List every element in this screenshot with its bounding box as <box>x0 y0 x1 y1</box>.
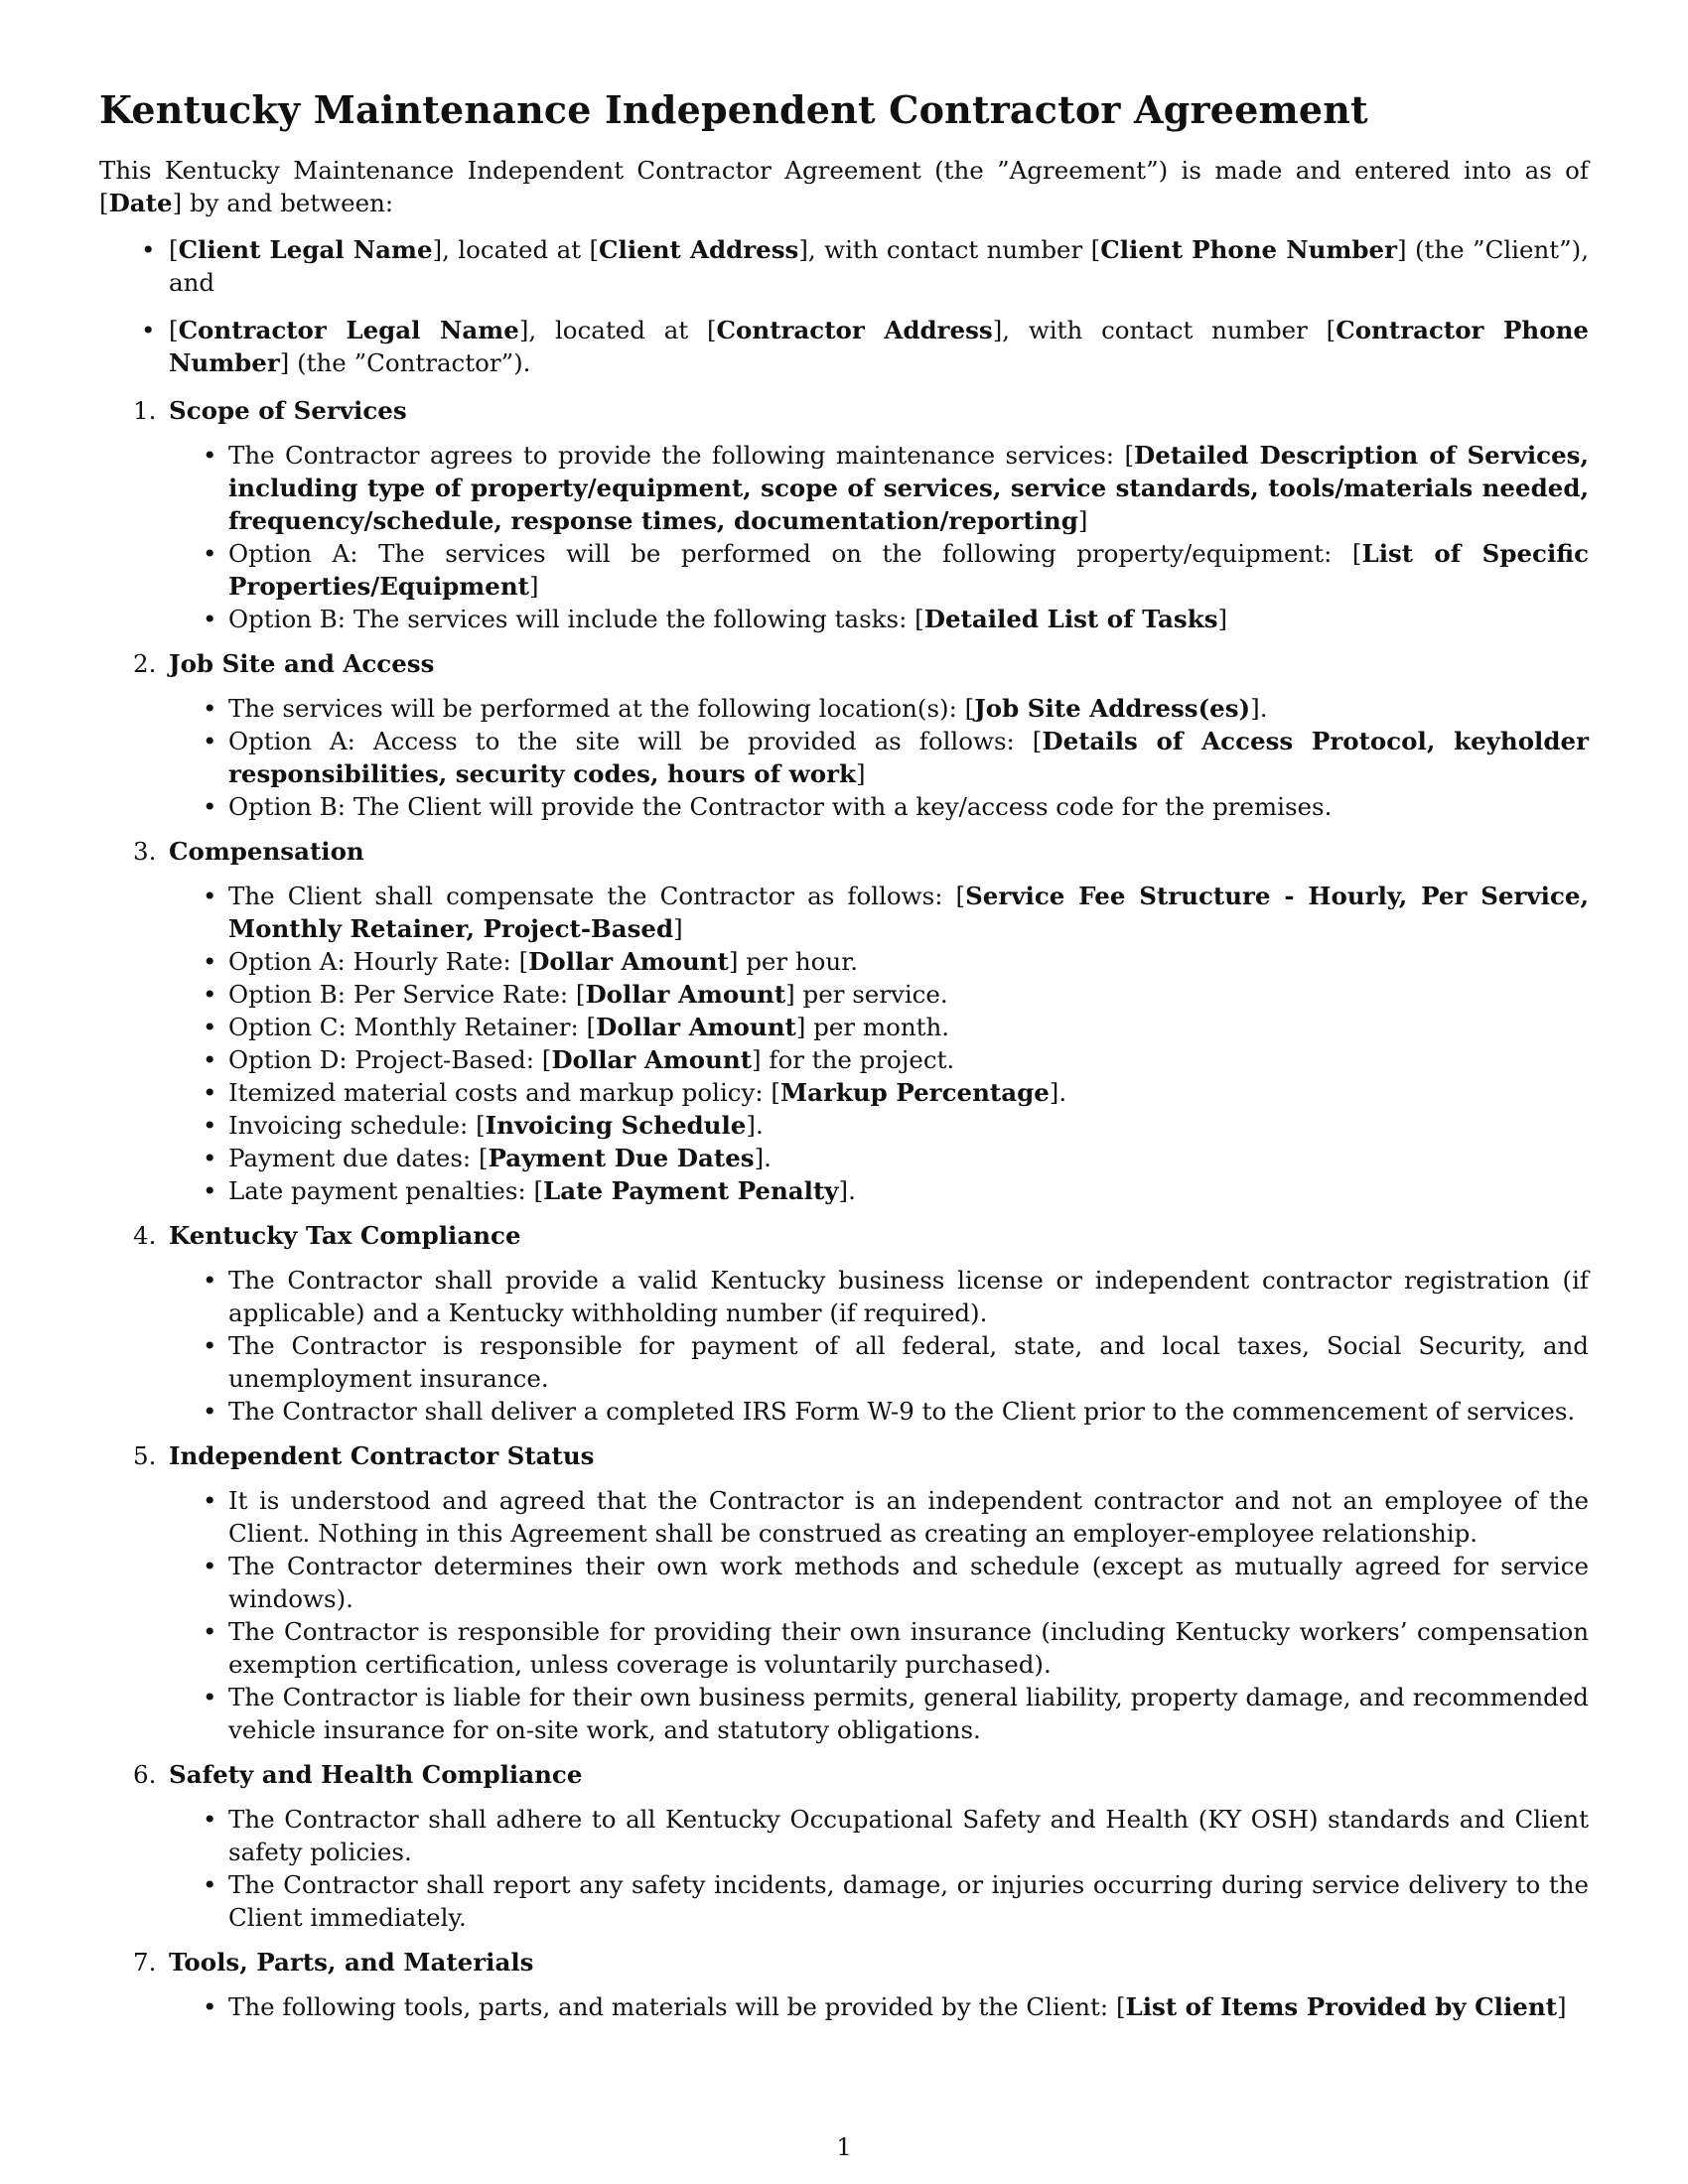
list-item <box>99 1076 1589 1109</box>
placeholder-field: Dollar Amount <box>551 1045 753 1074</box>
list-item <box>99 790 1589 823</box>
placeholder-field: List of Items Provided by Client <box>1125 1992 1558 2021</box>
text-run: Option A: Access to the site will be provided as follows: [ <box>228 727 1043 755</box>
section-number: 4. <box>133 1221 157 1250</box>
text-run: ], with contact number [ <box>798 235 1101 264</box>
section-3 <box>99 835 1589 1207</box>
section-number: 5. <box>133 1441 157 1470</box>
placeholder-field: Detailed Description of Services, including type of property/equipment, scope of services, service standards, tools/materials needed, frequency/schedule, response times, documentation/reporting <box>228 441 1589 535</box>
text-run: ]. <box>1049 1078 1067 1107</box>
list-item <box>99 1681 1589 1746</box>
text-run: ] per month. <box>795 1013 950 1041</box>
list-item <box>99 1990 1589 2023</box>
text-run: Option A: The services will be performed on the following property/equipment: [ <box>228 539 1362 568</box>
list-item <box>99 725 1589 790</box>
document-title: Kentucky Maintenance Independent Contractor Agreement <box>99 87 1368 132</box>
text-run: ] <box>1077 506 1088 535</box>
list-item <box>99 945 1589 978</box>
text-run: Option B: Per Service Rate: [ <box>228 980 586 1009</box>
text-run: ]. <box>746 1111 764 1140</box>
section-title: Kentucky Tax Compliance <box>169 1221 521 1250</box>
section-items <box>99 1803 1589 1934</box>
placeholder-field: List of Specific Properties/Equipment <box>228 539 1590 601</box>
text-run: [ <box>169 235 179 264</box>
page-number: 1 <box>836 2132 852 2161</box>
text-run: The Contractor shall deliver a completed IRS Form W-9 to the Client prior to the commencement of services. <box>228 1397 1576 1426</box>
section-title: Independent Contractor Status <box>169 1441 595 1470</box>
intro-paragraph <box>99 154 1589 219</box>
text-run: ]. <box>1250 694 1268 723</box>
list-item <box>99 1484 1589 1550</box>
placeholder-field: Dollar Amount <box>585 980 786 1009</box>
text-run: ] <box>855 759 866 788</box>
placeholder-field: Client Phone Number <box>1100 235 1398 264</box>
text-run: Payment due dates: [ <box>228 1144 489 1172</box>
text-run: The Contractor shall adhere to all Kentucky Occupational Safety and Health (KY OSH) standards and Client safety policies. <box>228 1805 1589 1866</box>
list-item <box>99 692 1589 725</box>
text-run: The Contractor shall report any safety incidents, damage, or injuries occurring during service delivery to the Client immediately. <box>228 1870 1589 1932</box>
text-run: ], with contact number [ <box>992 316 1336 344</box>
section-heading <box>99 647 1589 680</box>
text-run: ] (the ”Contractor”). <box>279 348 531 377</box>
text-run: The Contractor is responsible for providing their own insurance (including Kentucky workers’ compensation exemption certification, unless coverage is voluntarily purchased). <box>228 1617 1589 1679</box>
section-items <box>99 1990 1589 2023</box>
list-item <box>99 1264 1589 1329</box>
list-item <box>99 1868 1589 1934</box>
section-items <box>99 439 1589 635</box>
text-run: ], located at [ <box>518 316 717 344</box>
placeholder-field: Invoicing Schedule <box>485 1111 747 1140</box>
section-title: Job Site and Access <box>169 649 435 678</box>
section-heading <box>99 1946 1589 1979</box>
section-heading <box>99 1758 1589 1791</box>
text-run: [ <box>169 316 179 344</box>
section-items <box>99 692 1589 823</box>
section-title: Tools, Parts, and Materials <box>169 1948 534 1977</box>
placeholder-field: Late Payment Penalty <box>543 1176 839 1205</box>
text-run: Invoicing schedule: [ <box>228 1111 486 1140</box>
list-item <box>99 1043 1589 1076</box>
text-run: ] (the ”Client”), and <box>169 235 1589 297</box>
placeholder-field: Markup Percentage <box>779 1078 1050 1107</box>
placeholder-field: Date <box>108 189 173 217</box>
section-5 <box>99 1439 1589 1746</box>
placeholder-field: Details of Access Protocol, keyholder responsibilities, security codes, hours of work <box>228 727 1589 788</box>
placeholder-field: Service Fee Structure - Hourly, Per Service, Monthly Retainer, Project-Based <box>228 882 1589 943</box>
list-item <box>99 1011 1589 1043</box>
section-heading <box>99 835 1589 868</box>
section-4 <box>99 1219 1589 1428</box>
list-item <box>99 1329 1589 1395</box>
text-run: The services will be performed at the following location(s): [ <box>228 694 975 723</box>
section-number: 7. <box>133 1948 157 1977</box>
text-run: Option D: Project-Based: [ <box>228 1045 552 1074</box>
text-run: The Contractor agrees to provide the following maintenance services: [ <box>228 441 1135 470</box>
list-item <box>99 1550 1589 1615</box>
text-run: Option B: The Client will provide the Contractor with a key/access code for the premises. <box>228 792 1333 821</box>
placeholder-field: Client Address <box>599 235 799 264</box>
document-page <box>99 87 1589 2035</box>
text-run: The following tools, parts, and materials will be provided by the Client: [ <box>228 1992 1126 2021</box>
text-run: ] <box>1557 1992 1567 2021</box>
text-run: ] for the project. <box>752 1045 955 1074</box>
text-run: ] per hour. <box>728 947 859 976</box>
section-number: 3. <box>133 837 157 866</box>
list-item <box>99 1395 1589 1428</box>
placeholder-field: Contractor Address <box>716 316 993 344</box>
placeholder-field: Dollar Amount <box>528 947 729 976</box>
text-run: Option C: Monthly Retainer: [ <box>228 1013 597 1041</box>
text-run: The Contractor shall provide a valid Kentucky business license or independent contractor registration (if applicable) and a Kentucky withholding number (if required). <box>228 1266 1589 1327</box>
section-2 <box>99 647 1589 823</box>
text-run: Late payment penalties: [ <box>228 1176 544 1205</box>
list-item <box>99 978 1589 1011</box>
text-run: ] <box>1217 605 1228 633</box>
list-item <box>99 880 1589 945</box>
list-item <box>99 537 1589 603</box>
parties-list <box>99 233 1589 379</box>
list-item <box>99 439 1589 537</box>
placeholder-field: Contractor Legal Name <box>178 316 519 344</box>
text-run: ]. <box>754 1144 772 1172</box>
list-item <box>99 1174 1589 1207</box>
text-run: The Contractor determines their own work methods and schedule (except as mutually agreed for service windows). <box>228 1552 1589 1613</box>
text-run: [ <box>99 189 109 217</box>
list-item <box>99 1109 1589 1142</box>
section-1 <box>99 394 1589 635</box>
text-run: It is understood and agreed that the Contractor is an independent contractor and not an employee of the Client. Nothing in this Agreement shall be construed as creating an employer-employee relationship. <box>228 1486 1589 1548</box>
text-run: The Contractor is responsible for payment of all federal, state, and local taxes, Social Security, and unemployment insurance. <box>228 1331 1589 1393</box>
text-run: Itemized material costs and markup policy: [ <box>228 1078 780 1107</box>
section-heading <box>99 1219 1589 1252</box>
list-item <box>99 1615 1589 1681</box>
section-6 <box>99 1758 1589 1934</box>
text-run: ] <box>673 914 683 943</box>
text-run: Option A: Hourly Rate: [ <box>228 947 529 976</box>
section-title: Safety and Health Compliance <box>169 1760 583 1789</box>
list-item <box>99 603 1589 635</box>
section-items <box>99 1264 1589 1428</box>
text-run: This Kentucky Maintenance Independent Contractor Agreement (the ”Agreement”) is made and entered into as of <box>99 156 1589 185</box>
section-heading <box>99 1439 1589 1472</box>
list-item <box>99 1142 1589 1174</box>
sections-list <box>99 394 1589 2023</box>
section-7 <box>99 1946 1589 2023</box>
list-item <box>99 1803 1589 1868</box>
party-item <box>99 233 1589 299</box>
placeholder-field: Dollar Amount <box>596 1013 796 1041</box>
placeholder-field: Payment Due Dates <box>488 1144 755 1172</box>
text-run: ], located at [ <box>432 235 600 264</box>
placeholder-field: Contractor Phone Number <box>169 316 1589 377</box>
section-number: 6. <box>133 1760 157 1789</box>
section-number: 2. <box>133 649 157 678</box>
section-heading <box>99 394 1589 427</box>
placeholder-field: Job Site Address(es) <box>974 694 1251 723</box>
text-run: ] by and between: <box>172 189 394 217</box>
text-run: The Contractor is liable for their own business permits, general liability, property damage, and recommended vehicle insurance for on-site work, and statutory obligations. <box>228 1683 1589 1744</box>
section-title: Compensation <box>169 837 364 866</box>
placeholder-field: Client Legal Name <box>178 235 433 264</box>
section-title: Scope of Services <box>169 396 407 425</box>
text-run: The Client shall compensate the Contractor as follows: [ <box>228 882 966 910</box>
placeholder-field: Detailed List of Tasks <box>923 605 1218 633</box>
text-run: ]. <box>838 1176 856 1205</box>
text-run: Option B: The services will include the following tasks: [ <box>228 605 924 633</box>
section-number: 1. <box>133 396 157 425</box>
section-items <box>99 1484 1589 1746</box>
party-item <box>99 314 1589 379</box>
text-run: ] <box>528 572 539 601</box>
text-run: ] per service. <box>785 980 948 1009</box>
section-items <box>99 880 1589 1207</box>
